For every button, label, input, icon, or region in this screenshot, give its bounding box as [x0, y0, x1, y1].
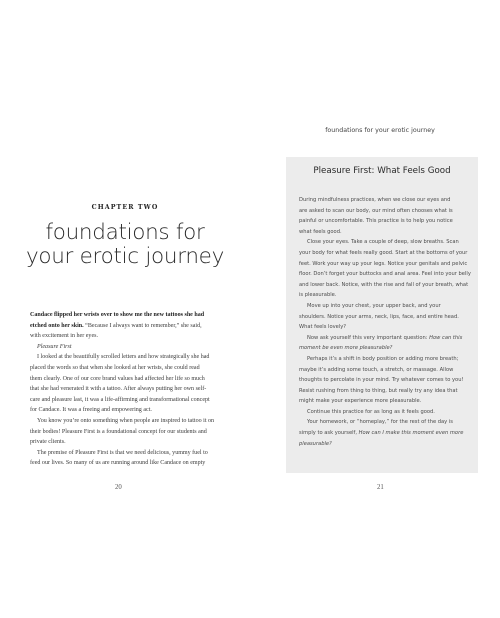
text-segment: Your homework, or “homeplay,” for the rest of the day is	[307, 419, 453, 426]
text-segment: their bodies! Pleasure First is a foundational concept for our students and	[30, 428, 207, 435]
text-segment: them clearly. One of our core brand values had affected her life so much	[30, 375, 205, 382]
text-segment: Pleasure First	[37, 343, 72, 350]
text-segment: maybe it’s adding some touch, a stretch, or massage. Allow	[299, 366, 454, 373]
text-segment: that she had venerated it with a tattoo. After always putting her own self-	[30, 386, 207, 393]
body-line	[30, 416, 230, 427]
sidebar-line	[299, 195, 471, 206]
text-segment: Continue this practice for as long as it feels good.	[307, 408, 435, 415]
text-segment: care and pleasure last, it was a life-affirming and transformational concept	[30, 396, 210, 403]
body-line	[30, 427, 230, 438]
chapter-title	[0, 221, 250, 269]
text-segment: I looked at the beautifully scrolled letters and how strategically she had	[37, 354, 210, 361]
sidebar-line	[299, 365, 471, 376]
page-number-left: 20	[115, 484, 122, 491]
body-line	[30, 405, 230, 416]
text-segment: simply to ask yourself,	[299, 430, 359, 437]
sidebar-line	[299, 216, 471, 227]
text-segment: pleasurable?	[299, 440, 332, 447]
text-segment: “Because I always want to remember,” she said,	[83, 322, 202, 329]
text-segment: for Candace. It was a freeing and empowering act.	[30, 407, 152, 414]
body-line	[30, 310, 230, 321]
text-segment: Perhaps it’s a shift in body position or adding more breath;	[307, 355, 459, 362]
text-segment: placed the words so that when she looked at her wrists, she could read	[30, 364, 200, 371]
running-head: foundations for your erotic journey	[325, 127, 435, 134]
text-segment: Close your eyes. Take a couple of deep, slow breaths. Scan	[307, 239, 459, 246]
body-line	[30, 321, 230, 332]
body-line	[30, 374, 230, 385]
sidebar-heading: Pleasure First: What Feels Good	[313, 166, 451, 176]
text-segment: etched onto her skin.	[30, 322, 84, 329]
body-line	[30, 363, 230, 374]
text-segment: You know you’re onto something when people are inspired to tattoo it on	[37, 417, 215, 424]
text-segment: what feels good.	[299, 228, 342, 235]
text-segment: How can I make this moment even more	[358, 430, 464, 437]
text-segment: What feels lovely?	[299, 324, 346, 331]
text-segment: Candace flipped her wrists over to show me the new tattoos she had	[30, 312, 205, 318]
sidebar-line	[299, 407, 471, 418]
text-segment: with excitement in her eyes.	[30, 333, 99, 340]
sidebar-line	[299, 417, 471, 428]
text-segment: painful or uncomfortable. This practice is to help you notice	[299, 218, 453, 225]
body-line	[30, 448, 230, 459]
page-number-right: 21	[377, 484, 384, 491]
text-segment: and lower back. Notice, with the rise and fall of your breath, what	[299, 281, 469, 288]
sidebar-line	[299, 248, 471, 259]
chapter-label: CHAPTER TWO	[91, 204, 159, 211]
sidebar-line	[299, 312, 471, 323]
sidebar-line	[299, 439, 471, 450]
sidebar-line	[299, 269, 471, 280]
sidebar-line	[299, 343, 471, 354]
chapter-title-line: foundations for	[45, 220, 205, 245]
sidebar-line	[299, 386, 471, 397]
sidebar-line	[299, 375, 471, 386]
text-segment: Move up into your chest, your upper back, and your	[307, 302, 441, 309]
text-segment: Resist rushing from thing to thing, but really try any idea that	[299, 387, 458, 394]
text-segment: thoughts to percolate in your mind. Try whatever comes to you!	[299, 377, 464, 384]
text-segment: is pleasurable.	[299, 292, 337, 299]
text-segment: moment be even more pleasurable?	[299, 345, 393, 352]
body-line	[30, 331, 230, 342]
sidebar-body-text	[299, 195, 471, 449]
sidebar-line	[299, 206, 471, 217]
sidebar-line	[299, 333, 471, 344]
text-segment: feet. Work your way up your legs. Notice your genitals and pelvic	[299, 260, 468, 267]
sidebar-line	[299, 280, 471, 291]
sidebar-line	[299, 290, 471, 301]
sidebar-line	[299, 428, 471, 439]
body-line	[30, 342, 230, 353]
body-line	[30, 395, 230, 406]
body-line	[30, 437, 230, 448]
sidebar-line	[299, 227, 471, 238]
text-segment: feed our lives. So many of us are running around like Candace on empty	[30, 460, 206, 467]
sidebar-line	[299, 237, 471, 248]
text-segment: are asked to scan our body, our mind often chooses what is	[299, 207, 453, 214]
sidebar-line	[299, 259, 471, 270]
body-line	[30, 458, 230, 469]
sidebar-line	[299, 301, 471, 312]
sidebar-line	[299, 322, 471, 333]
left-body-text	[30, 310, 230, 469]
chapter-title-line: your erotic journey	[25, 244, 225, 269]
text-segment: The premise of Pleasure First is that we need delicious, yummy fuel to	[37, 449, 208, 456]
sidebar-box	[286, 157, 478, 473]
text-segment: floor. Don’t forget your buttocks and anal area. Feel into your belly	[299, 271, 471, 278]
text-segment: During mindfulness practices, when we close our eyes and	[299, 197, 451, 203]
text-segment: private clients.	[30, 439, 66, 446]
text-segment: Now ask yourself this very important question:	[307, 334, 430, 341]
sidebar-line	[299, 396, 471, 407]
body-line	[30, 352, 230, 363]
body-line	[30, 384, 230, 395]
text-segment: might make your experience more pleasurable.	[299, 398, 422, 405]
sidebar-line	[299, 354, 471, 365]
text-segment: How can this	[429, 334, 463, 341]
text-segment: shoulders. Notice your arms, neck, lips, face, and entire head.	[299, 313, 459, 320]
text-segment: your body for what feels really good. Start at the bottoms of your	[299, 249, 468, 256]
